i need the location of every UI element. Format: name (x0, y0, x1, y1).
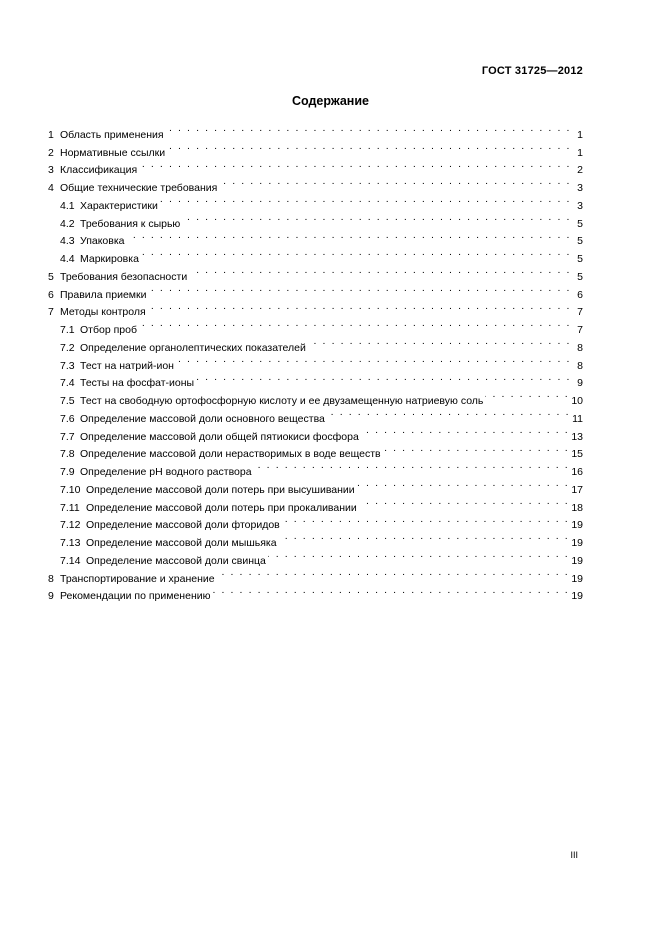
toc-entry-label: Определение массовой доли основного вещества (80, 412, 325, 425)
toc-entry-page: 1 (577, 146, 583, 159)
toc-entry-page: 18 (571, 501, 583, 514)
table-of-contents (48, 120, 583, 603)
toc-entry-number: 9 (48, 590, 54, 603)
toc-dot-leader (148, 298, 571, 316)
toc-entry-page: 3 (577, 199, 583, 212)
toc-entry-number: 7 (48, 306, 54, 319)
toc-entry-page: 6 (577, 288, 583, 301)
toc-entry-label: Характеристики (80, 199, 158, 212)
toc-entry-number: 7.3 (60, 359, 75, 372)
toc-dot-leader (141, 244, 571, 262)
toc-entry-page: 5 (577, 270, 583, 283)
toc-dot-leader (279, 528, 570, 546)
toc-dot-leader (176, 351, 571, 369)
toc-entry-label: Тест на свободную ортофосфорную кислоту и ее двузамещенную натриевую соль (80, 395, 484, 407)
toc-dot-leader (282, 511, 570, 529)
toc-dot-leader (254, 457, 570, 475)
toc-entry-number: 4.4 (60, 253, 75, 265)
page-title: Содержание (291, 94, 369, 108)
toc-entry-label: Правила приемки (60, 288, 147, 301)
toc-entry-number: 7.14 (60, 554, 81, 567)
toc-dot-leader (160, 191, 571, 209)
toc-dot-leader (167, 138, 571, 156)
toc-entry-number: 7.12 (60, 519, 81, 532)
toc-entry-label: Определение массовой доли потерь при высушивании (86, 483, 355, 496)
toc-dot-leader (217, 564, 570, 582)
toc-dot-leader (182, 209, 571, 227)
toc-entry-number: 1 (48, 128, 54, 141)
toc-entry-label: Определение массовой доли общей пятиокиси фосфора (80, 430, 359, 443)
toc-entry-label: Классификация (60, 164, 138, 177)
toc-dot-leader (166, 120, 571, 138)
toc-entry-page: 19 (571, 519, 583, 532)
toc-entry-page: 5 (577, 217, 583, 230)
toc-entry-page: 15 (571, 448, 583, 461)
toc-entry-number: 5 (48, 270, 54, 283)
toc-dot-leader (127, 227, 571, 245)
toc-entry-number: 8 (48, 572, 54, 585)
toc-entry-number: 7.11 (60, 501, 80, 514)
toc-entry-page: 19 (571, 537, 583, 549)
toc-entry[interactable] (48, 120, 583, 141)
toc-entry-label: Транспортирование и хранение (60, 572, 215, 585)
toc-entry-number: 7.6 (60, 412, 75, 425)
toc-dot-leader (485, 386, 569, 404)
toc-entry-label: Тест на натрий-ион (80, 359, 174, 372)
toc-entry-page: 5 (577, 253, 583, 265)
toc-entry-label: Определение массовой доли нерастворимых в воде веществ (80, 448, 381, 461)
toc-entry-page: 17 (571, 483, 583, 496)
page-number: III (570, 850, 578, 860)
standard-number: ГОСТ 31725—2012 (481, 65, 583, 77)
toc-dot-leader (139, 315, 571, 333)
toc-dot-leader (268, 546, 569, 564)
toc-entry-page: 5 (577, 235, 583, 248)
toc-entry-number: 7.1 (60, 324, 75, 336)
toc-entry-label: Рекомендации по применению (60, 590, 211, 603)
toc-entry-page: 8 (577, 359, 583, 372)
toc-entry-number: 4.2 (60, 217, 75, 230)
toc-entry-page: 3 (577, 182, 583, 194)
toc-entry-page: 19 (571, 572, 583, 585)
toc-dot-leader (359, 493, 570, 511)
toc-dot-leader (139, 156, 571, 174)
toc-entry-label: Нормативные ссылки (60, 146, 166, 159)
toc-entry-number: 7.7 (60, 430, 75, 443)
toc-entry-label: Отбор проб (80, 324, 137, 336)
toc-entry-number: 3 (48, 164, 54, 177)
toc-entry-number: 7.4 (60, 377, 75, 390)
toc-entry-number: 7.2 (60, 341, 75, 354)
toc-entry-label: Область применения (60, 128, 164, 141)
toc-entry-page: 19 (571, 554, 583, 567)
toc-dot-leader (383, 440, 570, 458)
toc-dot-leader (196, 369, 571, 387)
toc-entry-number: 4.3 (60, 235, 75, 248)
toc-entry[interactable] (48, 244, 583, 265)
toc-entry-label: Маркировка (80, 253, 139, 265)
toc-entry-page: 16 (571, 466, 583, 478)
toc-entry-page: 9 (577, 377, 583, 390)
toc-entry-number: 6 (48, 288, 54, 301)
toc-entry-page: 8 (577, 341, 583, 354)
toc-entry[interactable] (48, 227, 583, 248)
toc-dot-leader (357, 475, 570, 493)
toc-dot-leader (189, 262, 571, 280)
toc-entry-number: 7.13 (60, 537, 81, 549)
toc-entry-label: Определение массовой доли мышьяка (86, 537, 277, 549)
toc-entry-page: 2 (577, 164, 583, 177)
toc-entry-number: 7.8 (60, 448, 75, 461)
toc-entry-page: 1 (577, 128, 583, 141)
toc-dot-leader (308, 333, 571, 351)
toc-entry-number: 7.9 (60, 466, 75, 478)
toc-entry-label: Определение органолептических показателей (80, 341, 306, 354)
toc-dot-leader (213, 582, 570, 600)
toc-entry-number: 2 (48, 146, 54, 159)
toc-entry-label: Определение массовой доли потерь при прокаливании (86, 501, 357, 514)
toc-entry-label: Упаковка (80, 235, 125, 248)
toc-entry-label: Определение массовой доли фторидов (86, 519, 280, 532)
toc-dot-leader (327, 404, 570, 422)
toc-entry-page: 13 (571, 430, 583, 443)
toc-entry-label: Общие технические требования (60, 182, 218, 194)
toc-entry-label: Определение pH водного раствора (80, 466, 252, 478)
toc-entry-page: 11 (572, 412, 583, 425)
toc-entry-page: 7 (577, 306, 583, 319)
toc-entry-number: 7.5 (60, 395, 75, 407)
toc-entry-label: Требования к сырью (80, 217, 181, 230)
toc-dot-leader (361, 422, 570, 440)
toc-entry-number: 7.10 (60, 483, 81, 496)
toc-entry-label: Требования безопасности (60, 270, 188, 283)
toc-dot-leader (148, 280, 571, 298)
toc-entry-number: 4.1 (60, 199, 75, 212)
toc-entry-page: 19 (571, 590, 583, 603)
toc-entry-label: Тесты на фосфат-ионы (80, 377, 195, 390)
toc-entry-page: 10 (571, 395, 583, 407)
toc-dot-leader (219, 173, 571, 191)
toc-entry-label: Методы контроля (60, 306, 146, 319)
toc-entry-number: 4 (48, 182, 54, 194)
toc-entry-label: Определение массовой доли свинца (86, 554, 266, 567)
toc-entry-page: 7 (577, 324, 583, 336)
